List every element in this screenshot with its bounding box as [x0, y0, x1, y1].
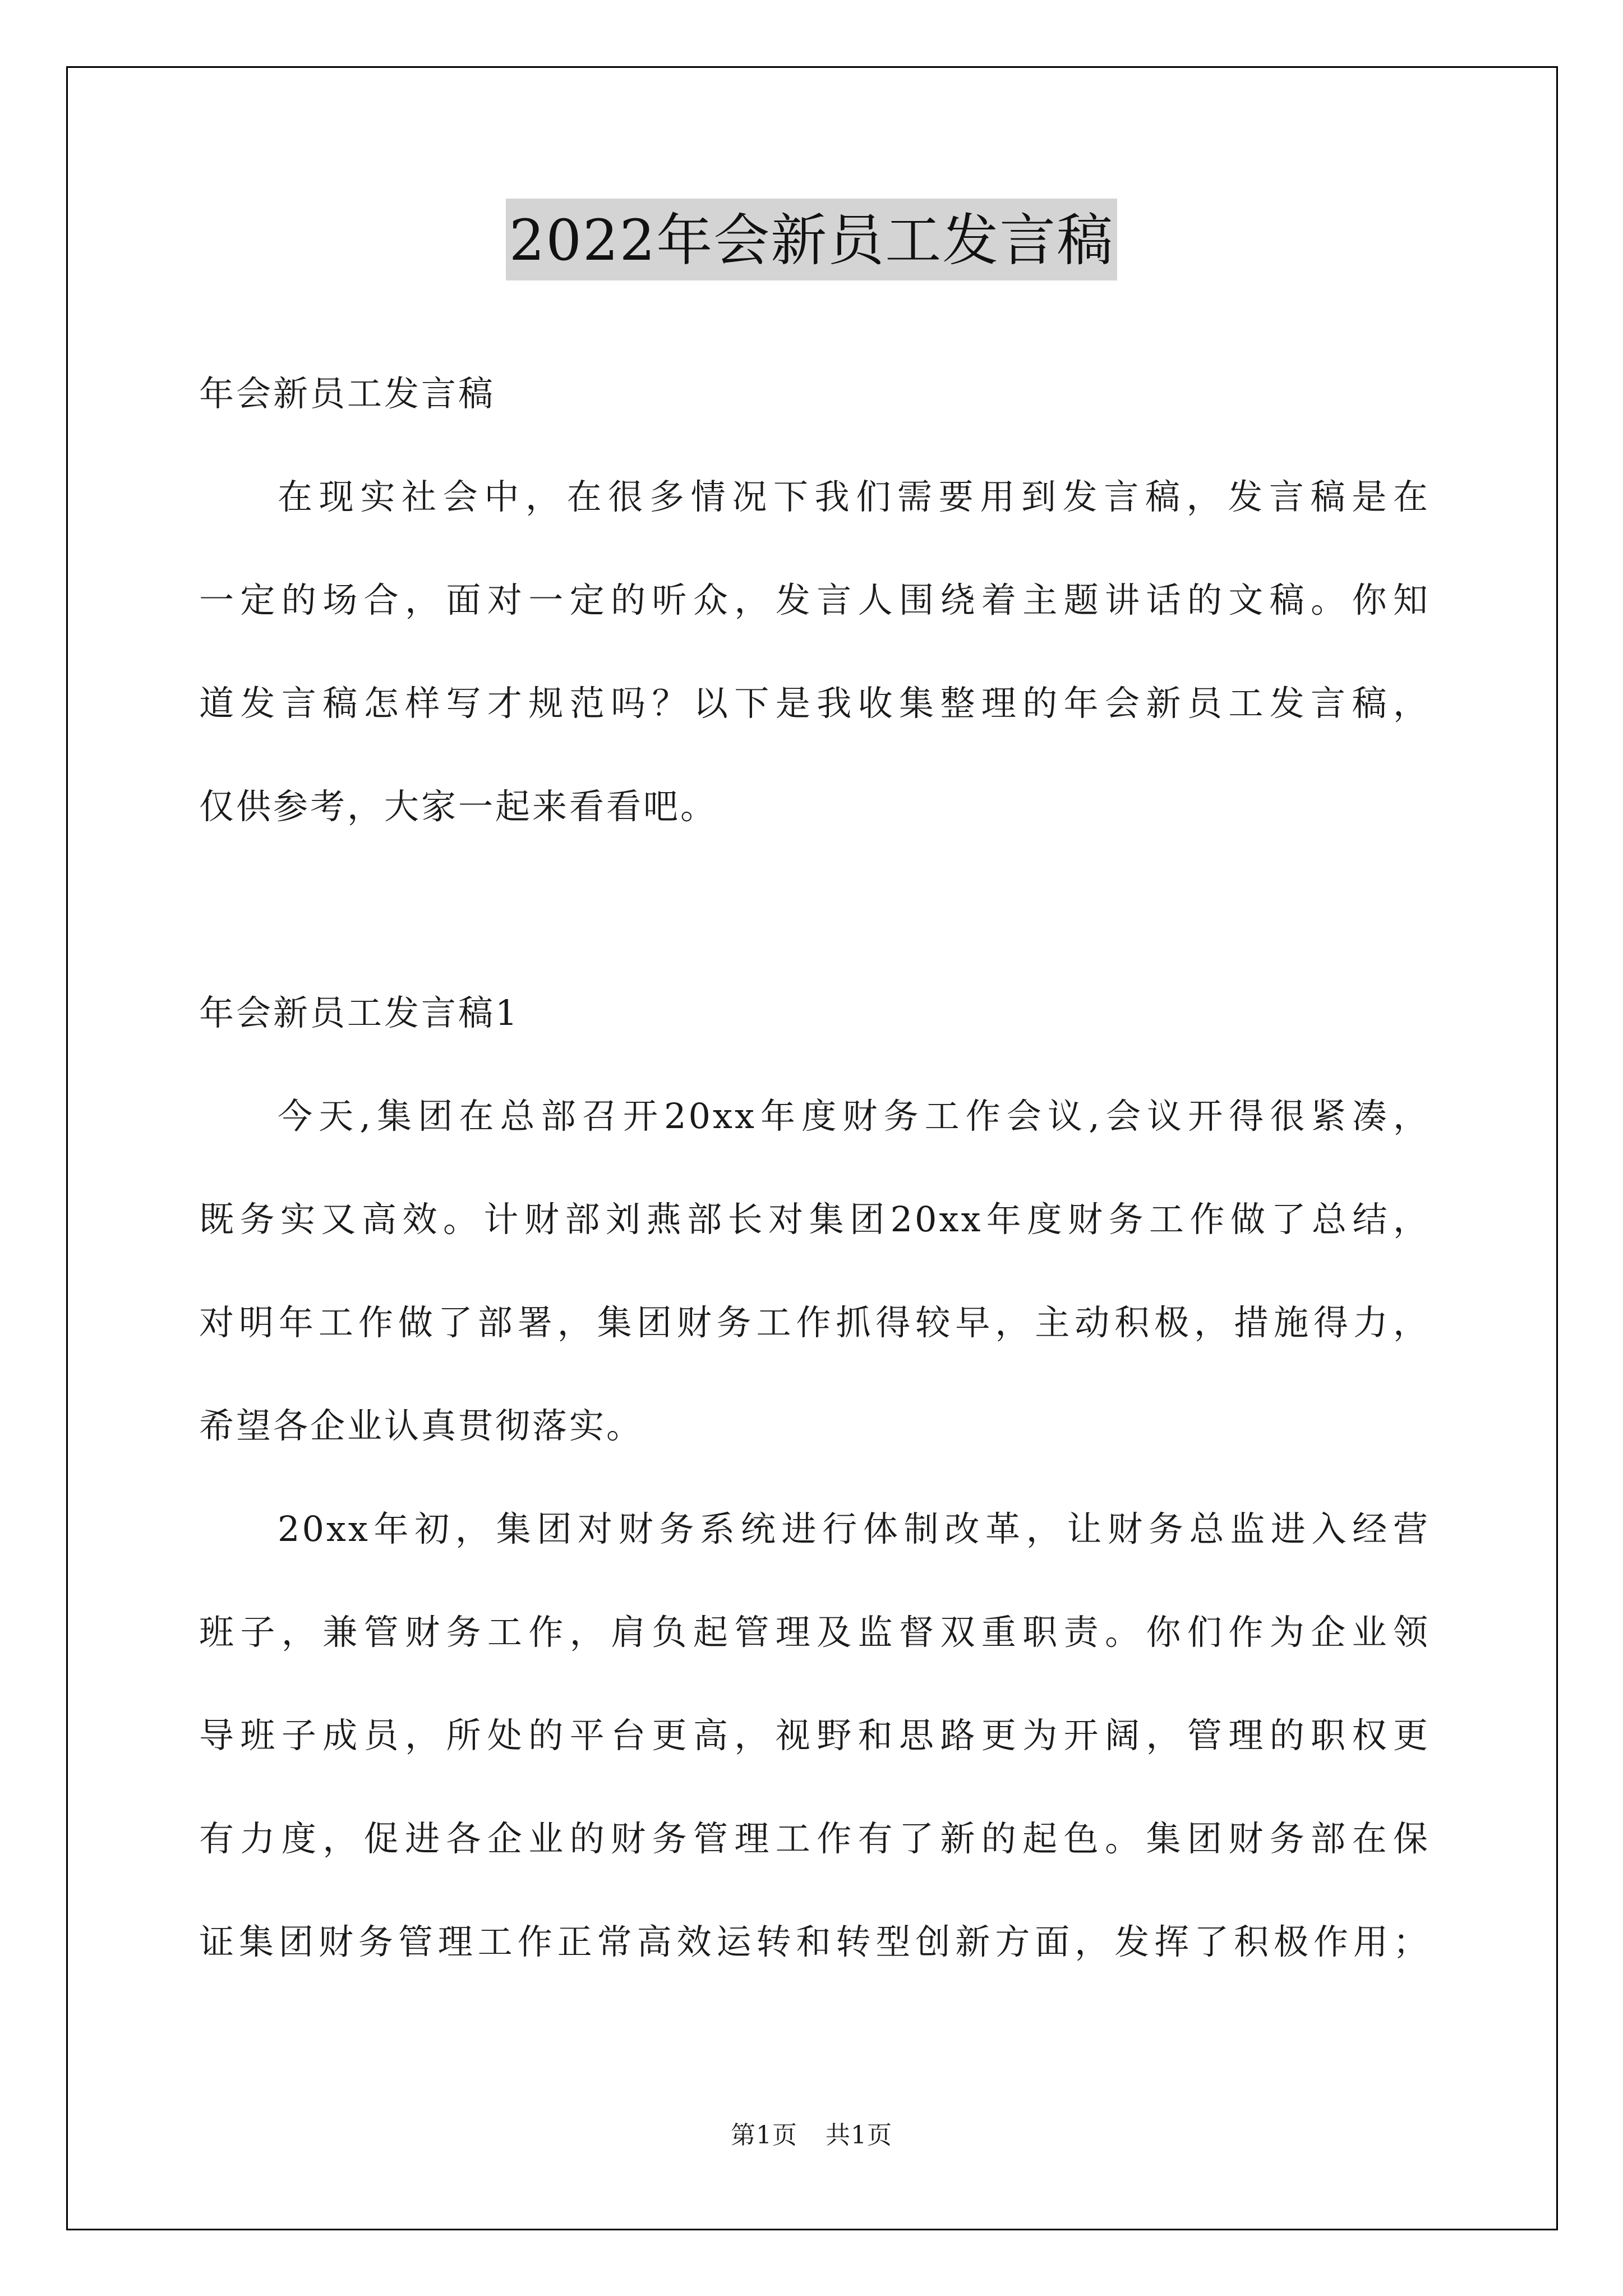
paragraph-line: 20xx年初，集团对财务系统进行体制改革，让财务总监进入经营	[278, 1508, 1430, 1549]
paragraph-line: 证集团财务管理工作正常高效运转和转型创新方面，发挥了积极作用；	[199, 1921, 1430, 1962]
paragraph-line: 对明年工作做了部署，集团财务工作抓得较早，主动积极，措施得力，	[199, 1302, 1430, 1343]
paragraph-line: 班子，兼管财务工作，肩负起管理及监督双重职责。你们作为企业领	[199, 1612, 1430, 1653]
paragraph-line: 在现实社会中，在很多情况下我们需要用到发言稿，发言稿是在	[278, 476, 1430, 517]
title-container	[0, 199, 1623, 280]
paragraph-line: 道发言稿怎样写才规范吗？以下是我收集整理的年会新员工发言稿，	[199, 683, 1430, 724]
page-footer	[0, 2115, 1623, 2151]
paragraph-line: 希望各企业认真贯彻落实。	[199, 1405, 644, 1446]
page-total: 共1页	[826, 2121, 892, 2150]
page-number: 第1页	[731, 2121, 797, 2150]
paragraph-line: 仅供参考，大家一起来看看吧。	[199, 786, 718, 827]
paragraph-line: 一定的场合，面对一定的听众，发言人围绕着主题讲话的文稿。你知	[199, 579, 1430, 620]
section-heading: 年会新员工发言稿	[199, 373, 496, 414]
paragraph-line: 有力度，促进各企业的财务管理工作有了新的起色。集团财务部在保	[199, 1818, 1430, 1859]
section-heading: 年会新员工发言稿1	[199, 992, 520, 1033]
paragraph-line: 导班子成员，所处的平台更高，视野和思路更为开阔，管理的职权更	[199, 1715, 1430, 1756]
paragraph-line: 今天,集团在总部召开20xx年度财务工作会议,会议开得很紧凑，	[278, 1096, 1430, 1137]
document-body	[199, 342, 1430, 1994]
document-title: 2022年会新员工发言稿	[506, 199, 1118, 280]
paragraph-line: 既务实又高效。计财部刘燕部长对集团20xx年度财务工作做了总结，	[199, 1199, 1430, 1240]
paragraph-gap	[199, 858, 1430, 961]
